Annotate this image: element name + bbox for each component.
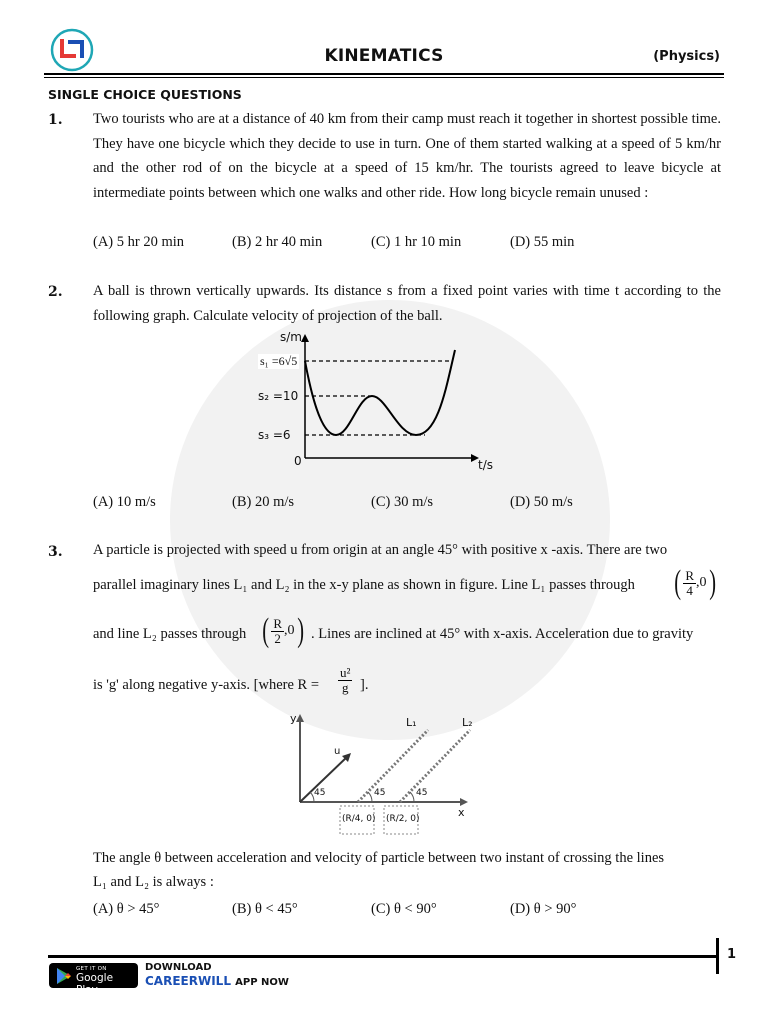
- footer-bar: [716, 938, 719, 974]
- question-text: A ball is thrown vertically upwards. Its distance s from a fixed point varies with time t according to the following graph. Calculate velocity of projection of the ball.: [93, 283, 721, 324]
- question-line-3b: . Lines are inclined at 45° with x-axis. Acceleration due to gravity: [311, 626, 694, 642]
- question-number: 3.: [48, 544, 63, 560]
- page-number: 1: [727, 947, 737, 962]
- question-number: 2.: [48, 284, 63, 300]
- question-line-1: A particle is projected with speed u from origin at an angle 45° with positive x -axis. There are two: [93, 542, 668, 558]
- option-b: (B) 2 hr 40 min: [232, 234, 323, 250]
- point-r-over-2: ( $\frac{R}{2}$ ,0): [262, 612, 304, 649]
- x-axis-label: t/s: [478, 458, 493, 472]
- footer-divider: [48, 955, 716, 958]
- frac-zero: ,0: [284, 623, 295, 638]
- fig-angle-1: 45: [314, 788, 326, 798]
- frac-denominator: 2: [274, 630, 281, 646]
- question-line-4a: is 'g' along negative y-axis. [where R =: [93, 677, 320, 693]
- fig-angle-3: 45: [416, 788, 428, 798]
- s1-label: s₁ =6√5: [260, 354, 298, 368]
- option-c: (C) 30 m/s: [371, 494, 434, 510]
- y-axis-label: s/m: [280, 330, 302, 344]
- download-label: DOWNLOAD: [145, 962, 212, 973]
- point-r-over-4: ( $\frac{R}{4}$ ,0): [674, 564, 716, 601]
- frac-zero: ,0: [696, 575, 707, 590]
- option-d: (D) 50 m/s: [510, 494, 573, 510]
- frac-denominator: g: [341, 680, 349, 695]
- frac-numerator: R: [273, 615, 282, 631]
- subject-label: (Physics): [653, 49, 720, 64]
- option-c: (C) θ < 90°: [371, 901, 437, 917]
- question-text: Two tourists who are at a distance of 40 km from their camp must reach it together in shortest possible time. They have one bicycle which they decide to use in turn. One of them started walking at a speed of 5 km/hr and the other rod of on the bicycle at a speed of 15 km/hr. The tourists agreed to leave bicycle at intermediate points between which one walks and other ride. How long bicycle remain unused :: [93, 111, 721, 201]
- frac-denominator: 4: [686, 582, 693, 598]
- fig-l1-label: L₁: [406, 716, 417, 729]
- header-divider: [44, 73, 724, 75]
- fig-u-label: u: [334, 746, 341, 757]
- option-c: (C) 1 hr 10 min: [371, 234, 462, 250]
- option-a: (A) θ > 45°: [93, 901, 160, 917]
- origin-label: 0: [294, 454, 302, 468]
- fig-x-label: x: [458, 806, 465, 819]
- fig-y-label: y: [290, 712, 297, 725]
- option-a: (A) 5 hr 20 min: [93, 234, 185, 250]
- app-now-label: APP NOW: [235, 977, 289, 988]
- frac-numerator: u²: [340, 665, 351, 680]
- question-followup-1: The angle θ between acceleration and velocity of particle between two instant of crossing the lines: [93, 850, 665, 866]
- fig-l2-label: L₂: [462, 716, 473, 729]
- option-d: (D) 55 min: [510, 234, 575, 250]
- brand-name: CAREERWILL: [145, 974, 231, 988]
- projectile-lines-figure: [288, 712, 488, 842]
- fig-point-r4: (R/4, 0): [342, 814, 376, 824]
- play-store-icon: [55, 967, 73, 985]
- option-d: (D) θ > 90°: [510, 901, 577, 917]
- question-followup-2: L₁ and L₂ is always :: [93, 874, 214, 890]
- section-heading: SINGLE CHOICE QUESTIONS: [48, 87, 242, 102]
- option-b: (B) θ < 45°: [232, 901, 298, 917]
- s2-label: s₂ =10: [258, 389, 299, 403]
- header-divider-thin: [44, 77, 724, 78]
- distance-time-graph: [250, 328, 510, 478]
- frac-numerator: R: [685, 567, 694, 583]
- s3-label: s₃ =6: [258, 428, 291, 442]
- question-line-4b: ].: [360, 677, 369, 693]
- store-big-text: Google Play: [76, 972, 114, 996]
- fig-point-r2: (R/2, 0): [386, 814, 420, 824]
- range-formula: [338, 666, 352, 695]
- page-title: KINEMATICS: [324, 46, 444, 66]
- option-a: (A) 10 m/s: [93, 494, 156, 510]
- option-b: (B) 20 m/s: [232, 494, 295, 510]
- fig-angle-2: 45: [374, 788, 386, 798]
- question-number: 1.: [48, 112, 63, 128]
- google-play-badge[interactable]: [49, 963, 138, 996]
- question-line-2: parallel imaginary lines L₁ and L₂ in the x-y plane as shown in figure. Line L₁ passes through: [93, 577, 635, 593]
- store-small-text: GET IT ON: [76, 966, 107, 972]
- question-line-3a: and line L₂ passes through: [93, 626, 247, 642]
- app-promo: [145, 974, 289, 988]
